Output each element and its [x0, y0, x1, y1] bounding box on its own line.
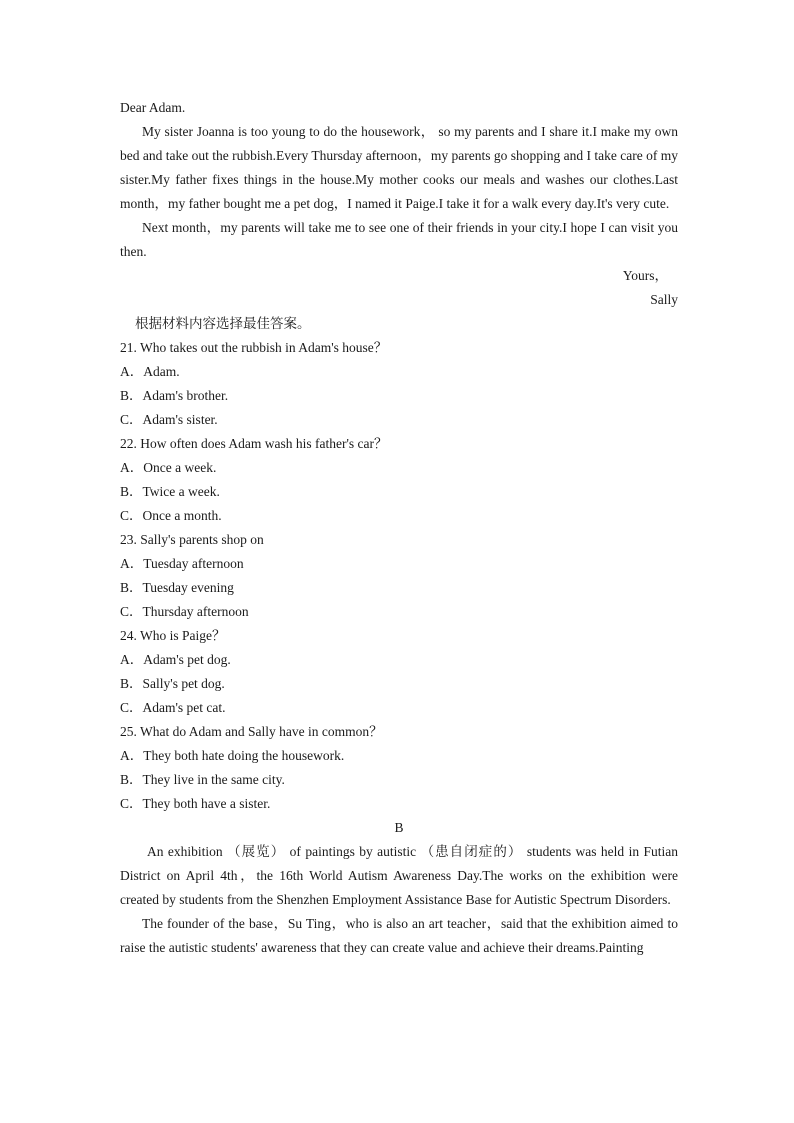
instruction-text: 根据材料内容选择最佳答案。: [135, 316, 311, 331]
letter-closing: Yours，: [622, 268, 668, 283]
document-page: [120, 96, 678, 960]
option-b: B．They live in the same city.: [120, 772, 285, 787]
letter-paragraph-1: My sister Joanna is too young to do the housework， so my parents and I share it.I make my own bed and take out the rubbish.Every Thursday afternoon，my parents go shopping and I take care of my sister.My father fixes things in the house.My mother cooks our meals and washes our clothes.Last month，my father bought me a pet dog，I named it Paige.I take it for a walk every day.It's very cute.: [120, 124, 678, 211]
letter-greeting: Dear Adam.: [120, 100, 186, 115]
option-c: C．Adam's pet cat.: [120, 700, 226, 715]
question-25: [120, 720, 678, 816]
option-c: C．Thursday afternoon: [120, 604, 249, 619]
question-stem: 25. What do Adam and Sally have in common？: [120, 724, 383, 739]
question-22: [120, 432, 678, 528]
question-23: [120, 528, 678, 624]
option-c: C．They both have a sister.: [120, 796, 271, 811]
letter-paragraph-2: Next month，my parents will take me to see one of their friends in your city.I hope I can visit you then.: [120, 220, 678, 259]
option-b: B．Sally's pet dog.: [120, 676, 225, 691]
question-stem: 24. Who is Paige？: [120, 628, 226, 643]
question-stem: 22. How often does Adam wash his father's car？: [120, 436, 388, 451]
letter-signature: Sally: [650, 292, 678, 307]
option-c: C．Adam's sister.: [120, 412, 218, 427]
question-21: [120, 336, 678, 432]
question-stem: 21. Who takes out the rubbish in Adam's house？: [120, 340, 388, 355]
option-a: A．Adam's pet dog.: [120, 652, 231, 667]
option-c: C．Once a month.: [120, 508, 222, 523]
section-heading: B: [394, 820, 404, 835]
option-b: B．Adam's brother.: [120, 388, 229, 403]
question-24: [120, 624, 678, 720]
passage-paragraph-1: An exhibition （展览） of paintings by autistic （患自闭症的） students was held in Futian District on April 4th，the 16th World Autism Awareness Day.The works on the exhibition were created by students from the Shenzhen Employment Assistance Base for Autistic Spectrum Disorders.: [120, 844, 678, 907]
option-a: A．Once a week.: [120, 460, 217, 475]
passage-paragraph-2: The founder of the base，Su Ting，who is also an art teacher，said that the exhibition aimed to raise the autistic students' awareness that they can create value and achieve their dreams.Painting: [120, 916, 678, 955]
question-stem: 23. Sally's parents shop on: [120, 532, 264, 547]
option-a: A．Adam.: [120, 364, 180, 379]
option-b: B．Twice a week.: [120, 484, 220, 499]
option-a: A．Tuesday afternoon: [120, 556, 244, 571]
option-a: A．They both hate doing the housework.: [120, 748, 345, 763]
option-b: B．Tuesday evening: [120, 580, 234, 595]
